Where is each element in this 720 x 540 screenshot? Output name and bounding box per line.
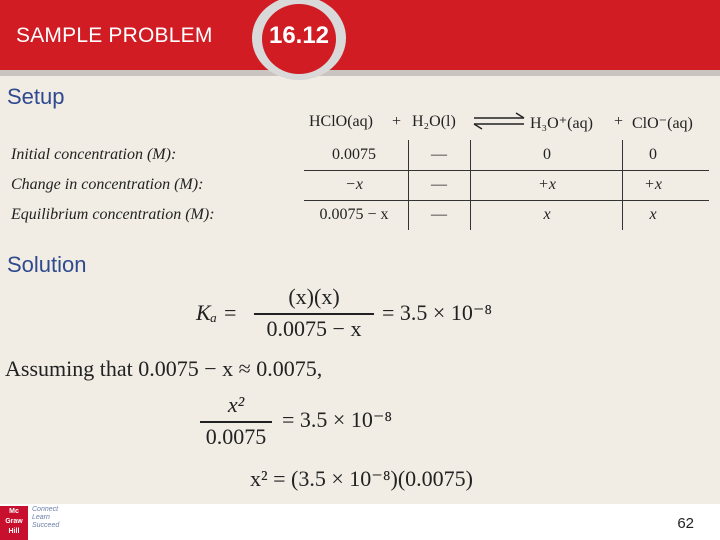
header-title: SAMPLE PROBLEM	[16, 24, 213, 47]
reactant-acid: HClO(aq)	[309, 113, 373, 130]
ice-grid-line	[304, 170, 709, 171]
ice-grid-line	[622, 140, 623, 230]
fraction-bar	[254, 313, 374, 315]
ice-cell: x	[649, 206, 657, 223]
simplified-numerator: x²	[227, 392, 245, 417]
fraction-bar	[200, 421, 272, 423]
ka-numerator: (x)(x)	[288, 284, 340, 309]
ka-lhs: Kₐ =	[196, 300, 238, 325]
ice-cell: x	[543, 206, 551, 223]
ice-cell: 0	[543, 146, 551, 163]
ice-cell: —	[431, 176, 447, 193]
hydronium-term: H₃O⁺(aq)	[530, 115, 593, 132]
ice-cell: +x	[644, 176, 662, 193]
setup-heading: Setup	[7, 84, 65, 109]
equilibrium-arrows-icon	[470, 112, 528, 130]
header-shadow	[0, 70, 720, 76]
ice-cell: −x	[345, 176, 363, 193]
ka-denominator: 0.0075 − x	[266, 316, 362, 341]
ice-grid-line	[470, 140, 471, 230]
plus-sign-2: +	[614, 113, 624, 130]
water-term: H₂O(l)	[412, 113, 456, 130]
ice-cell: 0	[649, 146, 657, 163]
hypochlorite-term: ClO⁻(aq)	[632, 115, 693, 132]
plus-sign-1: +	[392, 113, 402, 130]
simplified-rhs: = 3.5 × 10⁻⁸	[282, 407, 393, 432]
page-number: 62	[677, 515, 694, 532]
ka-rhs: = 3.5 × 10⁻⁸	[382, 300, 493, 325]
tagline-line: Succeed	[32, 522, 60, 529]
final-expression: x² = (3.5 × 10⁻⁸)(0.0075)	[250, 466, 473, 491]
ice-cell: —	[431, 146, 447, 163]
tagline-line: Learn	[32, 514, 50, 521]
ice-row-label-equilibrium: Equilibrium concentration (M):	[11, 206, 215, 223]
logo-line: Graw	[5, 518, 23, 525]
problem-number: 16.12	[268, 22, 330, 49]
ice-cell: +x	[538, 176, 556, 193]
ice-grid-line	[304, 200, 709, 201]
ice-cell: 0.0075 − x	[319, 206, 389, 223]
simplified-denominator: 0.0075	[205, 424, 267, 449]
ice-row-label-initial: Initial concentration (M):	[11, 146, 177, 163]
footer-bar	[0, 504, 720, 540]
solution-heading: Solution	[7, 252, 87, 277]
ice-grid-line	[408, 140, 409, 230]
assumption-text: Assuming that 0.0075 − x ≈ 0.0075,	[5, 356, 323, 381]
logo-line: Hill	[8, 528, 20, 535]
logo-line: Mc	[9, 508, 19, 515]
tagline-line: Connect	[32, 506, 59, 513]
ice-row-label-change: Change in concentration (M):	[11, 176, 204, 193]
ice-cell: 0.0075	[332, 146, 376, 163]
ice-cell: —	[431, 206, 447, 223]
